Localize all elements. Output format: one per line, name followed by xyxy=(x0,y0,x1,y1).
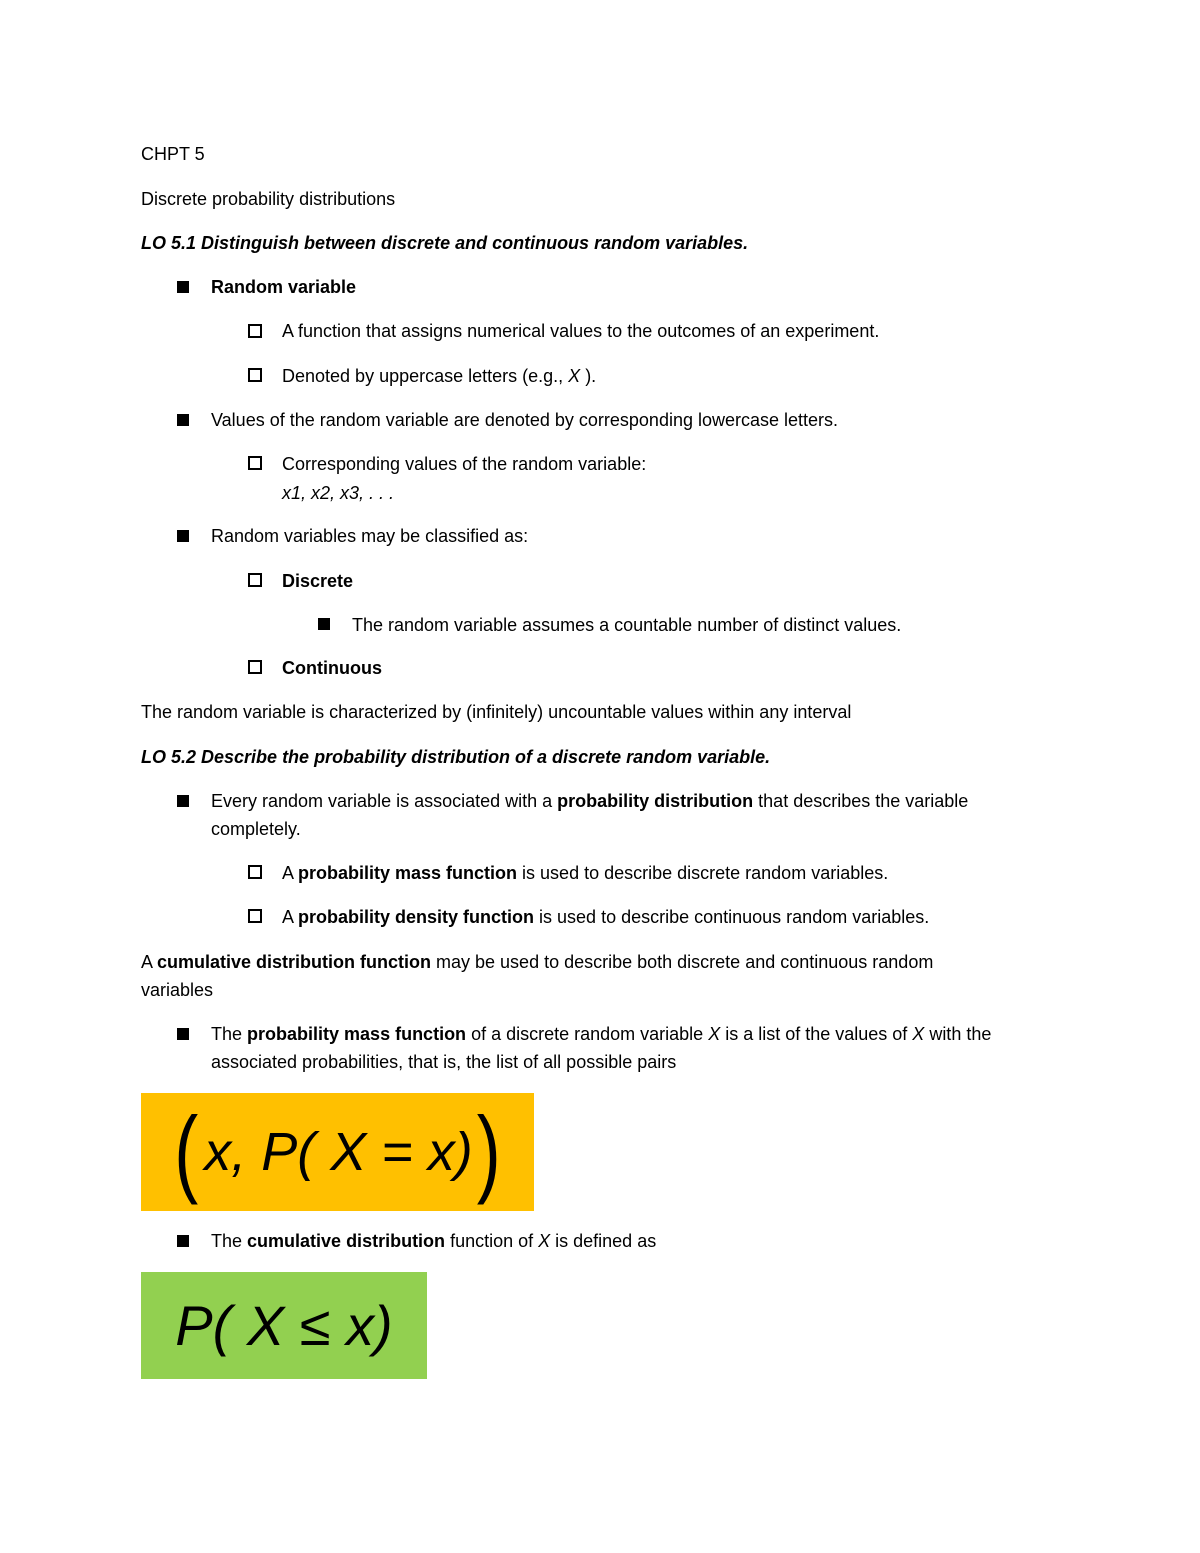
pmf-definition: The probability mass function of a discrete random variable X is a list of the values of X with the xyxy=(211,1024,992,1044)
denoted-uppercase-text: Denoted by uppercase letters (e.g., X ). xyxy=(282,366,597,386)
values-lowercase-text: Values of the random variable are denoted by corresponding lowercase letters. xyxy=(211,410,839,430)
square-bullet-icon xyxy=(177,530,189,542)
close-paren: ) xyxy=(476,1098,501,1206)
pmf-pair-formula xyxy=(141,1093,534,1211)
open-paren: ( xyxy=(174,1098,199,1206)
square-bullet-icon xyxy=(177,281,189,293)
cdf-definition: The cumulative distribution function of X is defined as xyxy=(211,1231,657,1251)
pmf-definition-continued: associated probabilities, that is, the list of all possible pairs xyxy=(211,1052,677,1072)
learning-objective-5-1: LO 5.1 Distinguish between discrete and continuous random variables. xyxy=(141,233,749,253)
continuous-definition: The random variable is characterized by (infinitely) uncountable values within any interval xyxy=(141,702,852,722)
value-sequence: x1, x2, x3, . . . xyxy=(282,483,395,503)
checkbox-bullet-icon xyxy=(248,660,262,674)
every-rv-text: Every random variable is associated with a probability distribution that describes the variable xyxy=(211,791,969,811)
cdf-description-continued: variables xyxy=(141,980,214,1000)
square-bullet-icon xyxy=(318,618,330,630)
cdf-description: A cumulative distribution function may be used to describe both discrete and continuous random xyxy=(141,952,934,972)
random-variable-definition: A function that assigns numerical values to the outcomes of an experiment. xyxy=(282,321,880,341)
checkbox-bullet-icon xyxy=(248,368,262,382)
corresponding-values-text: Corresponding values of the random variable: xyxy=(282,454,647,474)
chapter-heading: CHPT 5 xyxy=(141,144,205,164)
learning-objective-5-2: LO 5.2 Describe the probability distribution of a discrete random variable. xyxy=(141,747,771,767)
discrete-definition: The random variable assumes a countable number of distinct values. xyxy=(352,615,902,635)
document-title: Discrete probability distributions xyxy=(141,189,396,209)
checkbox-bullet-icon xyxy=(248,324,262,338)
square-bullet-icon xyxy=(177,795,189,807)
square-bullet-icon xyxy=(177,1028,189,1040)
random-variable-heading: Random variable xyxy=(211,277,357,297)
checkbox-bullet-icon xyxy=(248,456,262,470)
pmf-description: A probability mass function is used to describe discrete random variables. xyxy=(282,863,889,883)
discrete-heading: Discrete xyxy=(282,571,354,591)
square-bullet-icon xyxy=(177,414,189,426)
checkbox-bullet-icon xyxy=(248,573,262,587)
square-bullet-icon xyxy=(177,1235,189,1247)
cdf-formula-text: P( X ≤ x) xyxy=(175,1294,393,1357)
checkbox-bullet-icon xyxy=(248,865,262,879)
classified-text: Random variables may be classified as: xyxy=(211,526,529,546)
pmf-pair-formula-text: x, P( X = x) xyxy=(204,1122,473,1182)
pdf-description: A probability density function is used to describe continuous random variables. xyxy=(282,907,930,927)
checkbox-bullet-icon xyxy=(248,909,262,923)
every-rv-text-continued: completely. xyxy=(211,819,301,839)
continuous-heading: Continuous xyxy=(282,658,382,678)
cdf-formula xyxy=(141,1272,427,1379)
